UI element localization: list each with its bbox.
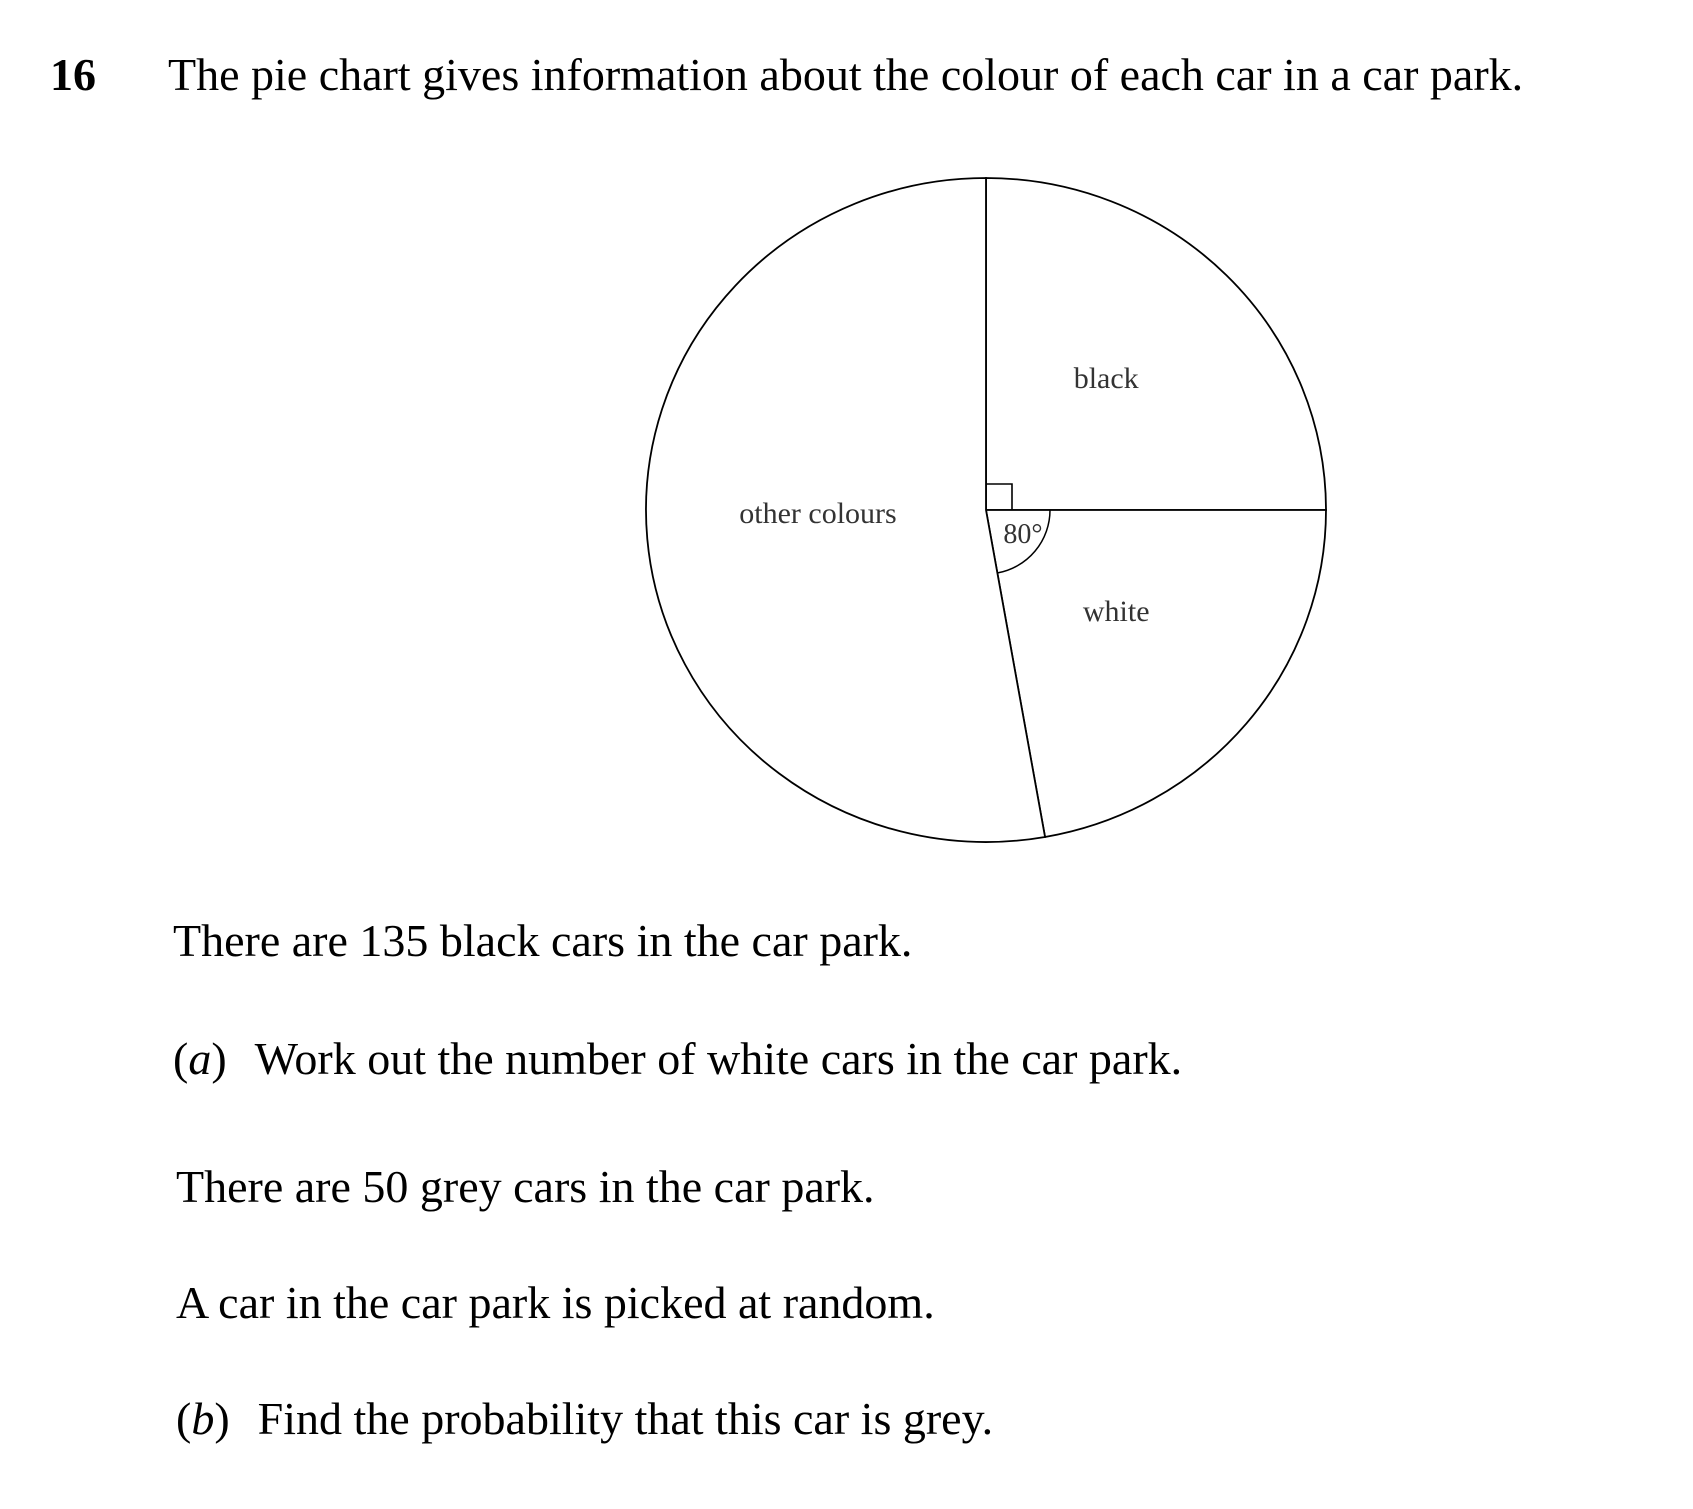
angle-label-white: 80°	[1003, 519, 1043, 550]
part-a-text: Work out the number of white cars in the car park.	[254, 1033, 1183, 1084]
pie-label-white: white	[1082, 594, 1150, 628]
pie-label-black: black	[1073, 361, 1139, 395]
question-intro: The pie chart gives information about the colour of each car in a car park.	[168, 49, 1524, 100]
part-b	[176, 1393, 994, 1444]
part-a-label: (a)	[173, 1033, 227, 1084]
pie-slice-black	[986, 178, 1326, 510]
statement-grey-count: There are 50 grey cars in the car park.	[176, 1161, 875, 1212]
part-a	[173, 1033, 1183, 1084]
pie-label-other-colours: other colours	[739, 497, 897, 530]
part-b-text: Find the probability that this car is grey.	[257, 1393, 994, 1444]
part-b-label: (b)	[176, 1393, 230, 1444]
question-number: 16	[50, 49, 96, 100]
statement-random-pick: A car in the car park is picked at random.	[176, 1277, 935, 1328]
statement-black-count: There are 135 black cars in the car park.	[173, 915, 913, 966]
